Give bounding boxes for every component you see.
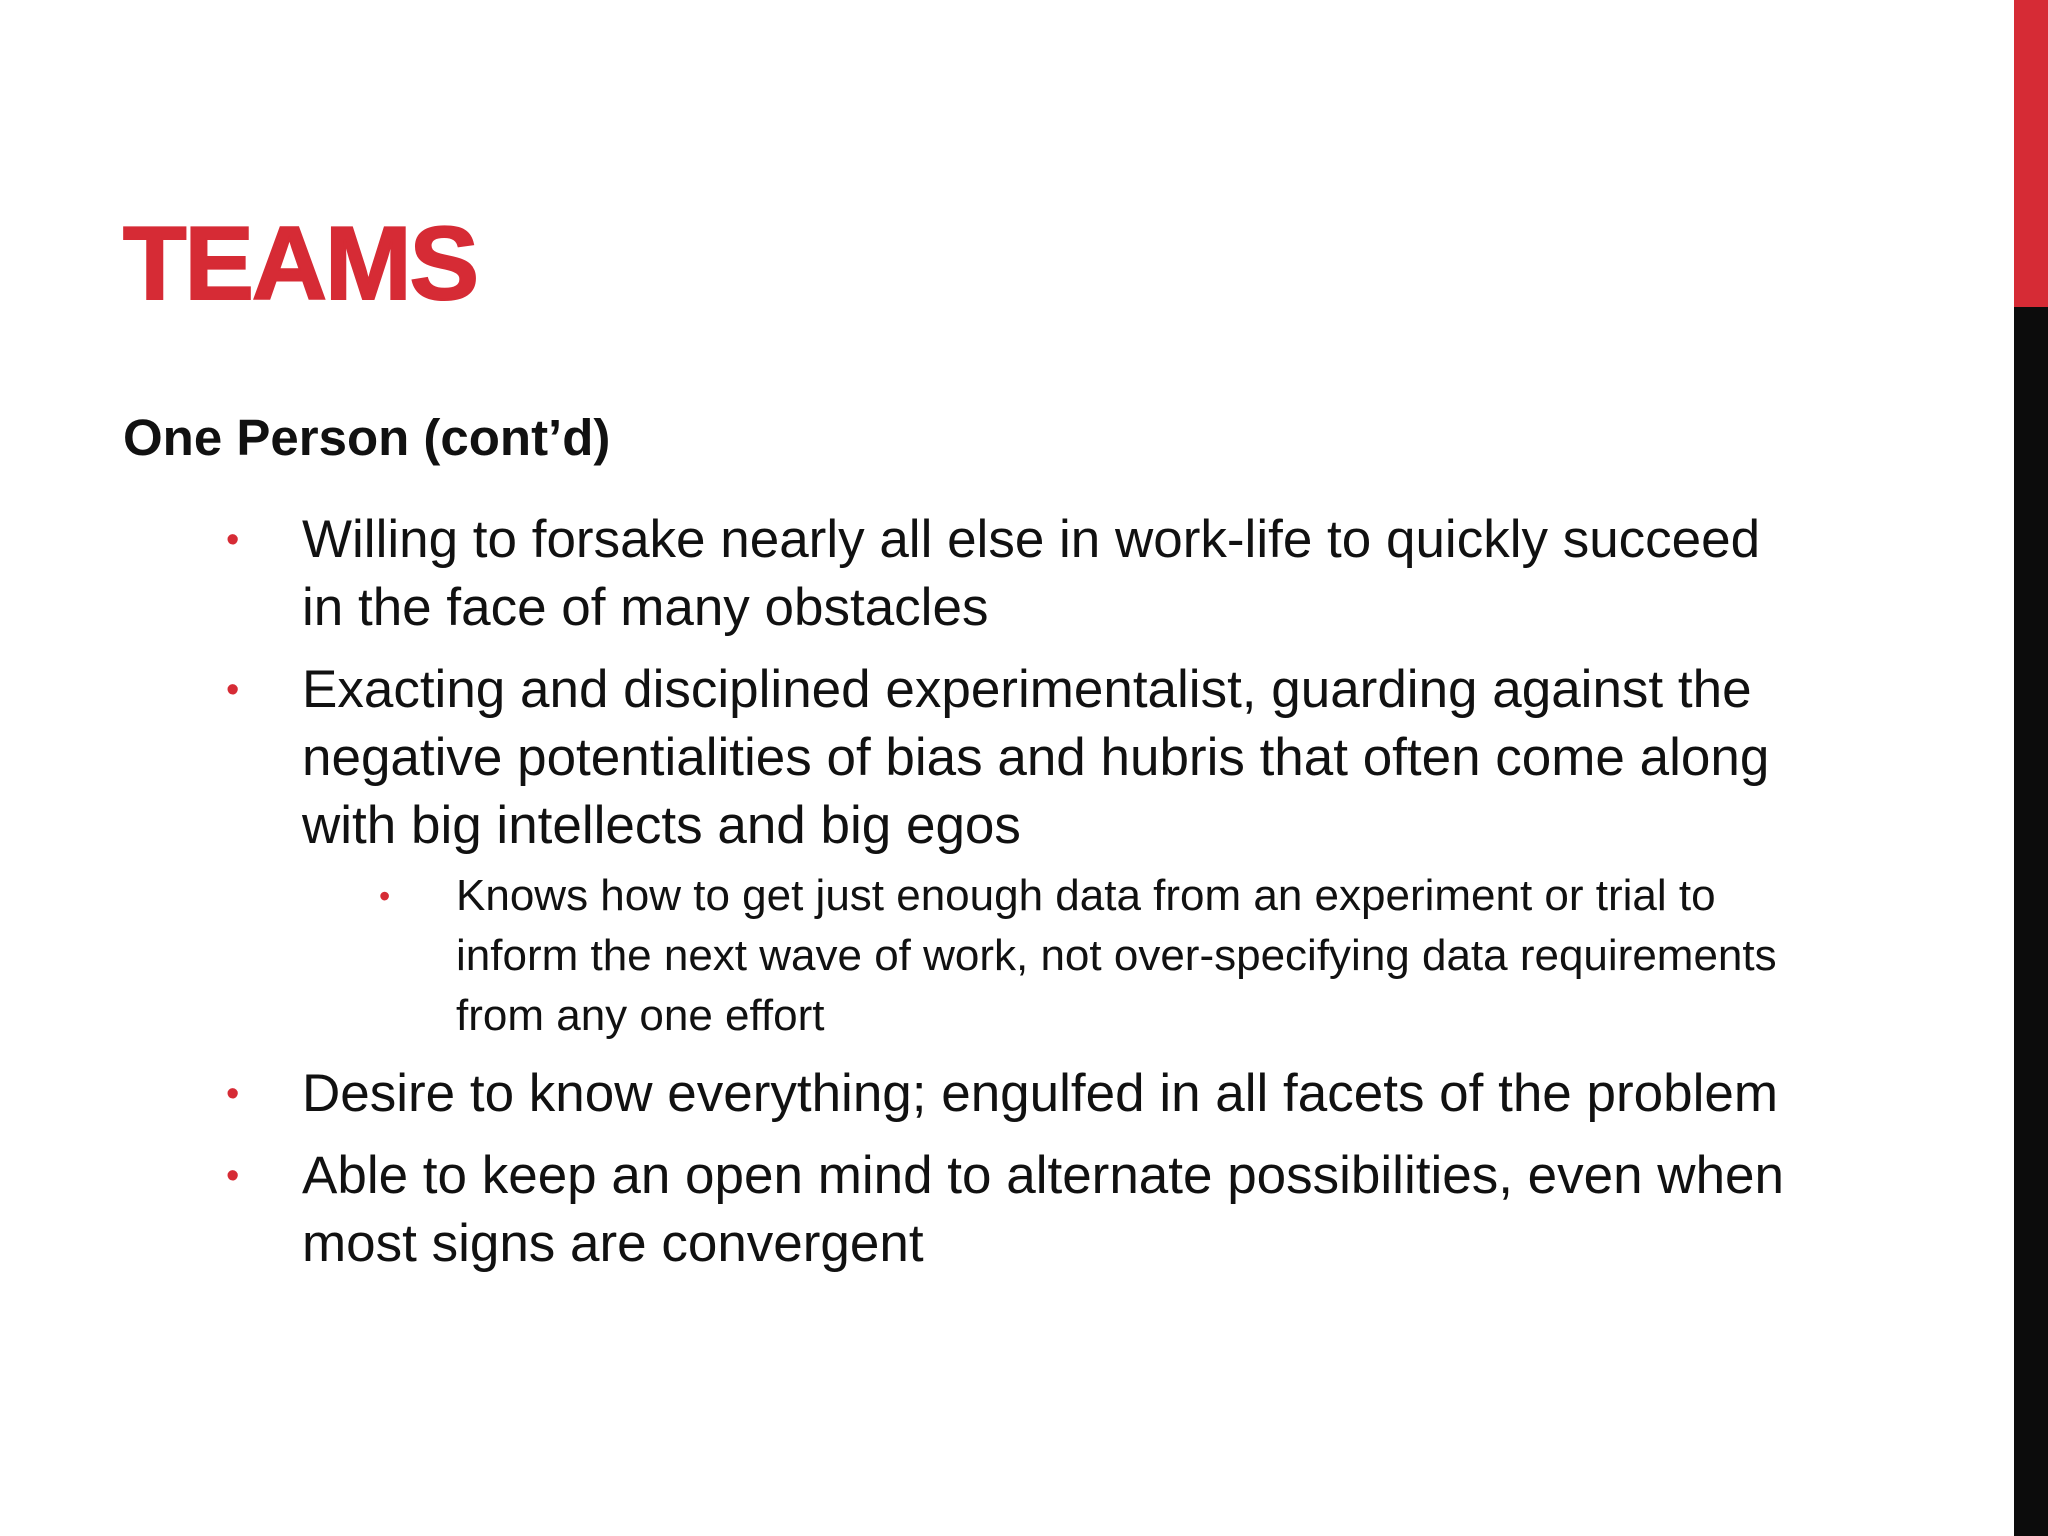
bullet-icon: • — [226, 1155, 240, 1197]
sub-bullet-item — [379, 866, 1816, 1046]
slide-title: TEAMS — [123, 206, 477, 322]
slide-subtitle: One Person (cont’d) — [123, 409, 611, 466]
slide-content — [0, 506, 1990, 1292]
sub-bullet-list — [302, 866, 1802, 1046]
bullet-item — [226, 506, 1802, 642]
bullet-text: Willing to forsake nearly all else in work-life to quickly succeed in the face of many obstacles — [302, 510, 1761, 637]
bullet-text: Able to keep an open mind to alternate possibilities, even when most signs are convergent — [302, 1146, 1785, 1273]
sub-bullet-text: Knows how to get just enough data from an experiment or trial to inform the next wave of work, not over-specifying data requirements from any one effort — [456, 871, 1777, 1040]
bullet-item — [226, 1142, 1802, 1278]
bullet-icon: • — [226, 669, 240, 711]
bullet-item — [226, 1060, 1802, 1128]
bullet-text: Exacting and disciplined experimentalist, guarding against the negative potentialities of bias and hubris that often come along with big intellects and big egos — [302, 660, 1770, 855]
side-bar-accent — [2014, 0, 2048, 307]
bullet-icon: • — [226, 519, 240, 561]
bullet-item — [226, 656, 1802, 1046]
bullet-icon: • — [226, 1073, 240, 1115]
bullet-text: Desire to know everything; engulfed in all facets of the problem — [302, 1064, 1778, 1123]
sub-bullet-icon: • — [379, 878, 391, 914]
bullet-list — [0, 506, 1990, 1278]
